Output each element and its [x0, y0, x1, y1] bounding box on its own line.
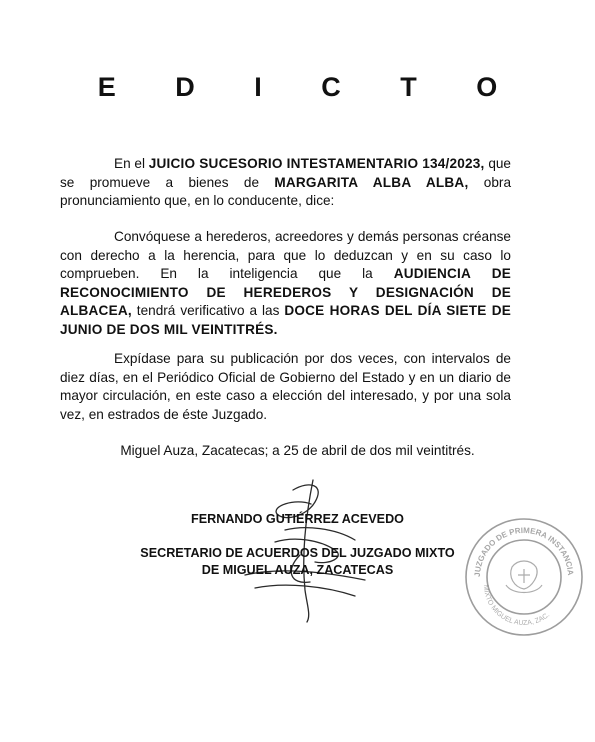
hearing-name: AUDIENCIA DE RECONOCIMIENTO DE HEREDEROS Y DESIGNACIÓN DE ALBACEA, — [60, 266, 511, 319]
seal-text-top: JUZGADO DE PRIMERA INSTANCIA — [472, 525, 576, 578]
place-and-date: Miguel Auza, Zacatecas; a 25 de abril de dos mil veintitrés. — [120, 443, 475, 458]
deceased-name: MARGARITA ALBA ALBA, — [274, 174, 469, 190]
intro-text-1: En el — [114, 156, 149, 171]
signatory-title-line-1: SECRETARIO DE ACUERDOS DEL JUZGADO MIXTO — [140, 546, 455, 560]
hearing-datetime: DOCE HORAS DEL DÍA SIETE DE JUNIO DE DOS MIL VEINTITRÉS. — [60, 303, 511, 337]
summons-text-1: Convóquese a herederos, acreedores y demás personas créanse con derecho a la herencia, para que lo deduzcan y en su caso lo comprueben. En la inteligencia que la — [60, 229, 511, 282]
intro-text-2: que se promueve a bienes de — [60, 156, 511, 190]
document-title: E D I C T O — [97, 72, 524, 102]
svg-text:MIXTO MIGUEL AUZA, ZAC. — [482, 585, 551, 627]
publication-paragraph — [60, 350, 511, 424]
signatory-title-line-2: DE MIGUEL AUZA, ZACATECAS — [201, 563, 394, 577]
summons-paragraph — [60, 228, 511, 340]
signatory-name: FERNANDO GUTIÉRREZ ACEVEDO — [191, 512, 404, 526]
publication-text: Expídase para su publicación por dos veces, con intervalos de diez días, en el Periódico Oficial de Gobierno del Estado y en un diario de mayor circulación, en este caso a elección del interesado, y por una sola vez, en estrados de éste Juzgado. — [60, 351, 511, 422]
summons-text-2: tendrá verificativo a las — [131, 303, 285, 319]
intro-paragraph — [60, 155, 511, 211]
intro-text-3: obra pronunciamiento que, en lo conducente, dice: — [60, 174, 512, 209]
court-seal-stamp — [462, 515, 587, 640]
seal-text-bottom: MIXTO MIGUEL AUZA, ZAC. — [481, 584, 552, 628]
case-reference: JUICIO SUCESORIO INTESTAMENTARIO 134/2023, — [148, 156, 485, 171]
